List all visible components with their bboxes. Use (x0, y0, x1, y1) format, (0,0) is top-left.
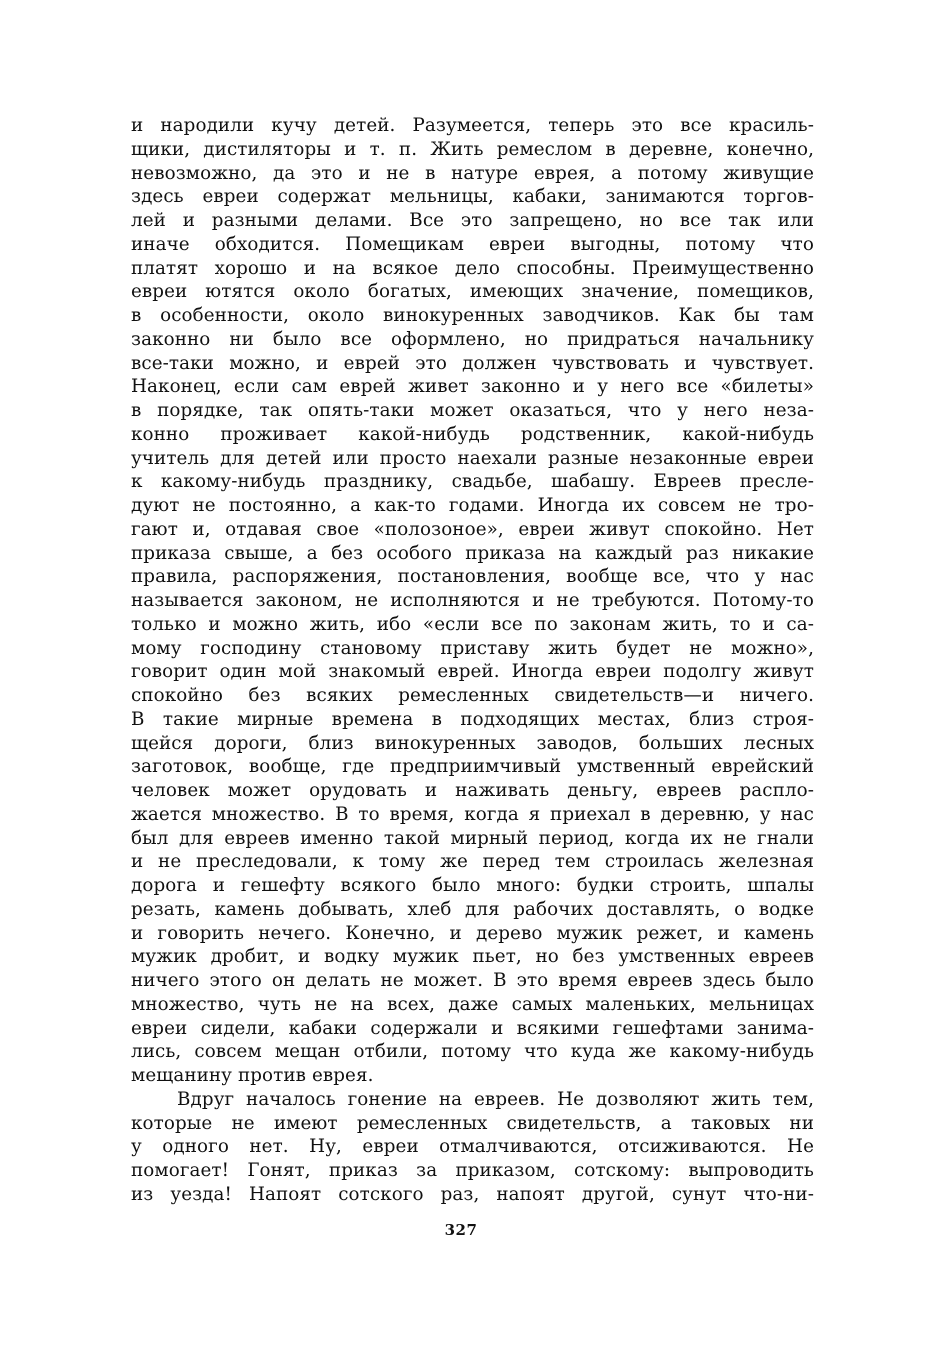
text-line: мому господину становому приставу жить будет не можно», (131, 637, 814, 659)
text-line: невозможно, да это и не в натуре еврея, а потому живущие (131, 162, 814, 184)
page-number: 327 (444, 1221, 478, 1239)
text-line: был для евреев именно такой мирный период, когда их не гнали (131, 827, 814, 849)
text-line: мужик дробит, и водку мужик пьет, но без умственных евреев (131, 946, 814, 968)
text-line: дуют не постоянно, а как-то годами. Иногда их совсем не тро- (131, 495, 814, 516)
text-line: ничего этого он делать не может. В это время евреев здесь было (131, 970, 814, 991)
paragraph-1 (131, 114, 814, 1088)
text-line: у одного нет. Ну, евреи отмалчиваются, отсиживаются. Не (131, 1136, 814, 1158)
text-line: жается множество. В то время, когда я приехал в деревню, у нас (131, 803, 814, 825)
text-line: спокойно без всяких ремесленных свидетельств—и ничего. (131, 685, 814, 706)
text-line: дорога и гешефту всякого было много: будки строить, шпалы (131, 875, 814, 896)
text-line: законно ни было все оформлено, но придраться начальнику (131, 328, 814, 350)
text-line: иначе обходится. Помещикам евреи выгодны, потому что (131, 233, 814, 255)
text-line: щейся дороги, близ винокуренных заводов, больших лесных (131, 732, 814, 754)
text-line: приказа свыше, а без особого приказа на каждый раз никакие (131, 542, 814, 564)
text-line: В такие мирные времена в подходящих местах, близ строя- (131, 708, 814, 730)
text-line: в порядке, так опять-таки может оказаться, что у него неза- (131, 400, 814, 421)
text-line: лись, совсем мещан отбили, потому что куда же какому-нибудь (131, 1041, 814, 1063)
text-line: и не преследовали, к тому же перед тем строилась железная (131, 851, 814, 873)
text-line: резать, камень добывать, хлеб для рабочих доставлять, о водке (131, 898, 814, 920)
text-line: платят хорошо и на всякое дело способны. Преимущественно (131, 257, 814, 279)
text-line: евреи ютятся около богатых, имеющих значение, помещиков, (131, 281, 814, 303)
text-line: гают и, отдавая свое «полозоное», евреи живут спокойно. Нет (131, 518, 814, 540)
text-line: Наконец, если сам еврей живет законно и у него все «билеты» (131, 376, 814, 398)
text-line: в особенности, около винокуренных заводчиков. Как бы там (131, 305, 814, 326)
text-line: человек может орудовать и наживать деньгу, евреев распло- (131, 780, 814, 801)
text-line: учитель для детей или просто наехали разные незаконные евреи (131, 447, 814, 469)
text-line: все-таки можно, и еврей это должен чувствовать и чувствует. (131, 352, 814, 374)
text-line: к какому-нибудь празднику, свадьбе, шабашу. Евреев пресле- (131, 471, 814, 493)
text-line: множество, чуть не на всех, даже самых маленьких, мельницах (131, 993, 814, 1015)
text-line: и говорить нечего. Конечно, и дерево мужик режет, и камень (131, 922, 814, 944)
text-line: евреи сидели, кабаки содержали и всякими гешефтами занима- (131, 1017, 814, 1039)
text-line: здесь евреи содержат мельницы, кабаки, занимаются торгов- (131, 186, 814, 208)
text-line: лей и разными делами. Все это запрещено, но все так или (131, 210, 814, 231)
text-line: только и можно жить, ибо «если все по законам жить, то и са- (131, 613, 814, 635)
paragraph-2 (131, 1088, 814, 1207)
text-line: говорит один мой знакомый еврей. Иногда евреи подолгу живут (131, 661, 814, 683)
text-line: из уезда! Напоят сотского раз, напоят другой, сунут что-ни- (131, 1183, 814, 1205)
text-line: мещанину против еврея. (131, 1065, 374, 1086)
text-line: Вдруг началось гонение на евреев. Не дозволяют жить тем, (177, 1088, 814, 1110)
body-text (131, 114, 814, 1207)
text-line: щики, дистиляторы и т. п. Жить ремеслом в деревне, конечно, (131, 138, 814, 160)
text-line: которые не имеют ремесленных свидетельств, а таковых ни (131, 1112, 814, 1134)
text-line: помогает! Гонят, приказ за приказом, сотскому: выпроводить (131, 1160, 814, 1181)
text-line: заготовок, вообще, где предприимчивый умственный еврейский (131, 756, 814, 778)
text-line: правила, распоряжения, постановления, вообще все, что у нас (131, 566, 814, 588)
text-line: и народили кучу детей. Разумеется, теперь это все красиль- (131, 115, 814, 136)
text-line: называется законом, не исполняются и не требуются. Потому-то (131, 590, 814, 611)
text-line: конно проживает какой-нибудь родственник, какой-нибудь (131, 423, 814, 445)
